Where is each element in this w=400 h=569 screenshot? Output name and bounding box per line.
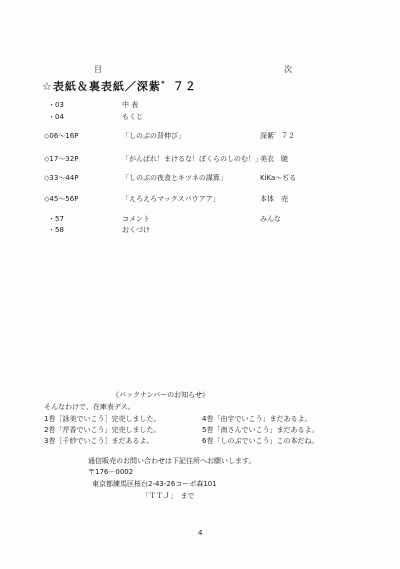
cover-credit: ☆表紙＆裏表紙／深紫゛７２ <box>42 80 197 93</box>
backnumber-item: 6巻「しのぶでいこう」この本だね。 <box>202 437 319 445</box>
backnumber-item: 2巻「芹香でいこう」完売しました。 <box>44 426 161 434</box>
toc-entry-author: 美衣 暁 <box>260 155 288 163</box>
backnumber-item: 3巻［千紗でいこう］まだあるよ。 <box>44 437 154 445</box>
page-number: 4 <box>198 529 203 537</box>
backnumber-heading: 《バックナンバーのお知らせ》 <box>112 391 209 399</box>
toc-entry <box>0 114 400 124</box>
backnumber-item: 5巻「南さんでいこう」まだあるよ。 <box>202 426 319 434</box>
circle-name: 「ＴＴＪ」 まで <box>142 492 195 500</box>
backnumber-item: 1巻［詠美でいこう］完売しました。 <box>44 415 161 423</box>
backnumber-row <box>0 438 400 448</box>
mail-order-note: 通信販売のお問い合わせは下記住所へお願いします。 <box>88 457 256 465</box>
toc-entry-title: コメント <box>122 215 150 223</box>
toc-entry-pages: ◇17～32P <box>44 155 79 163</box>
toc-entry-title: 「しのぶの背伸び」 <box>122 132 185 140</box>
toc-entry <box>0 175 400 185</box>
toc-entry <box>0 227 400 237</box>
toc-heading-left: 目 <box>94 65 103 74</box>
toc-entry-pages: ◇45～56P <box>44 195 79 203</box>
toc-entry <box>0 102 400 112</box>
toc-entry-author: KiKa～ぢる <box>260 174 297 182</box>
backnumber-row <box>0 416 400 426</box>
toc-entry <box>0 156 400 166</box>
backnumber-row <box>0 427 400 437</box>
toc-entry <box>0 216 400 226</box>
toc-heading-right: 次 <box>284 65 293 74</box>
toc-entry-title: おくづけ <box>122 226 150 234</box>
toc-entry-pages: ・57 <box>48 215 64 223</box>
toc-entry-author: みんな <box>260 215 281 223</box>
postal-code: 〒176－0002 <box>88 468 134 476</box>
toc-entry <box>0 196 400 206</box>
toc-entry-author: 本体 売 <box>260 195 288 203</box>
toc-entry-pages: ・58 <box>48 226 64 234</box>
toc-entry-title: もくじ <box>122 113 143 121</box>
backnumber-intro: そんなわけで、在庫表デス。 <box>44 403 135 411</box>
toc-entry-title: 「がんばれ！まけるな！ぼくらのしのむ！」 <box>122 155 262 163</box>
toc-entry-title: 中 表 <box>122 101 139 109</box>
toc-entry-pages: ◇33～44P <box>44 174 79 182</box>
toc-entry <box>0 133 400 143</box>
toc-entry-pages: ・04 <box>48 113 64 121</box>
backnumber-item: 4巻「由宇でいこう」まだあるよ。 <box>202 415 312 423</box>
toc-entry-pages: ・03 <box>48 101 64 109</box>
address: 東京都練馬区桜台2-43-26コーポ森101 <box>92 480 217 488</box>
toc-entry-title: 「しのぶの夜食とキツネの謀算」 <box>122 174 227 182</box>
toc-entry-author: 深紫゛７２ <box>260 132 295 140</box>
toc-entry-title: 「えろえろマックスパウアア」 <box>122 195 220 203</box>
toc-entry-pages: ◇06～16P <box>44 132 79 140</box>
